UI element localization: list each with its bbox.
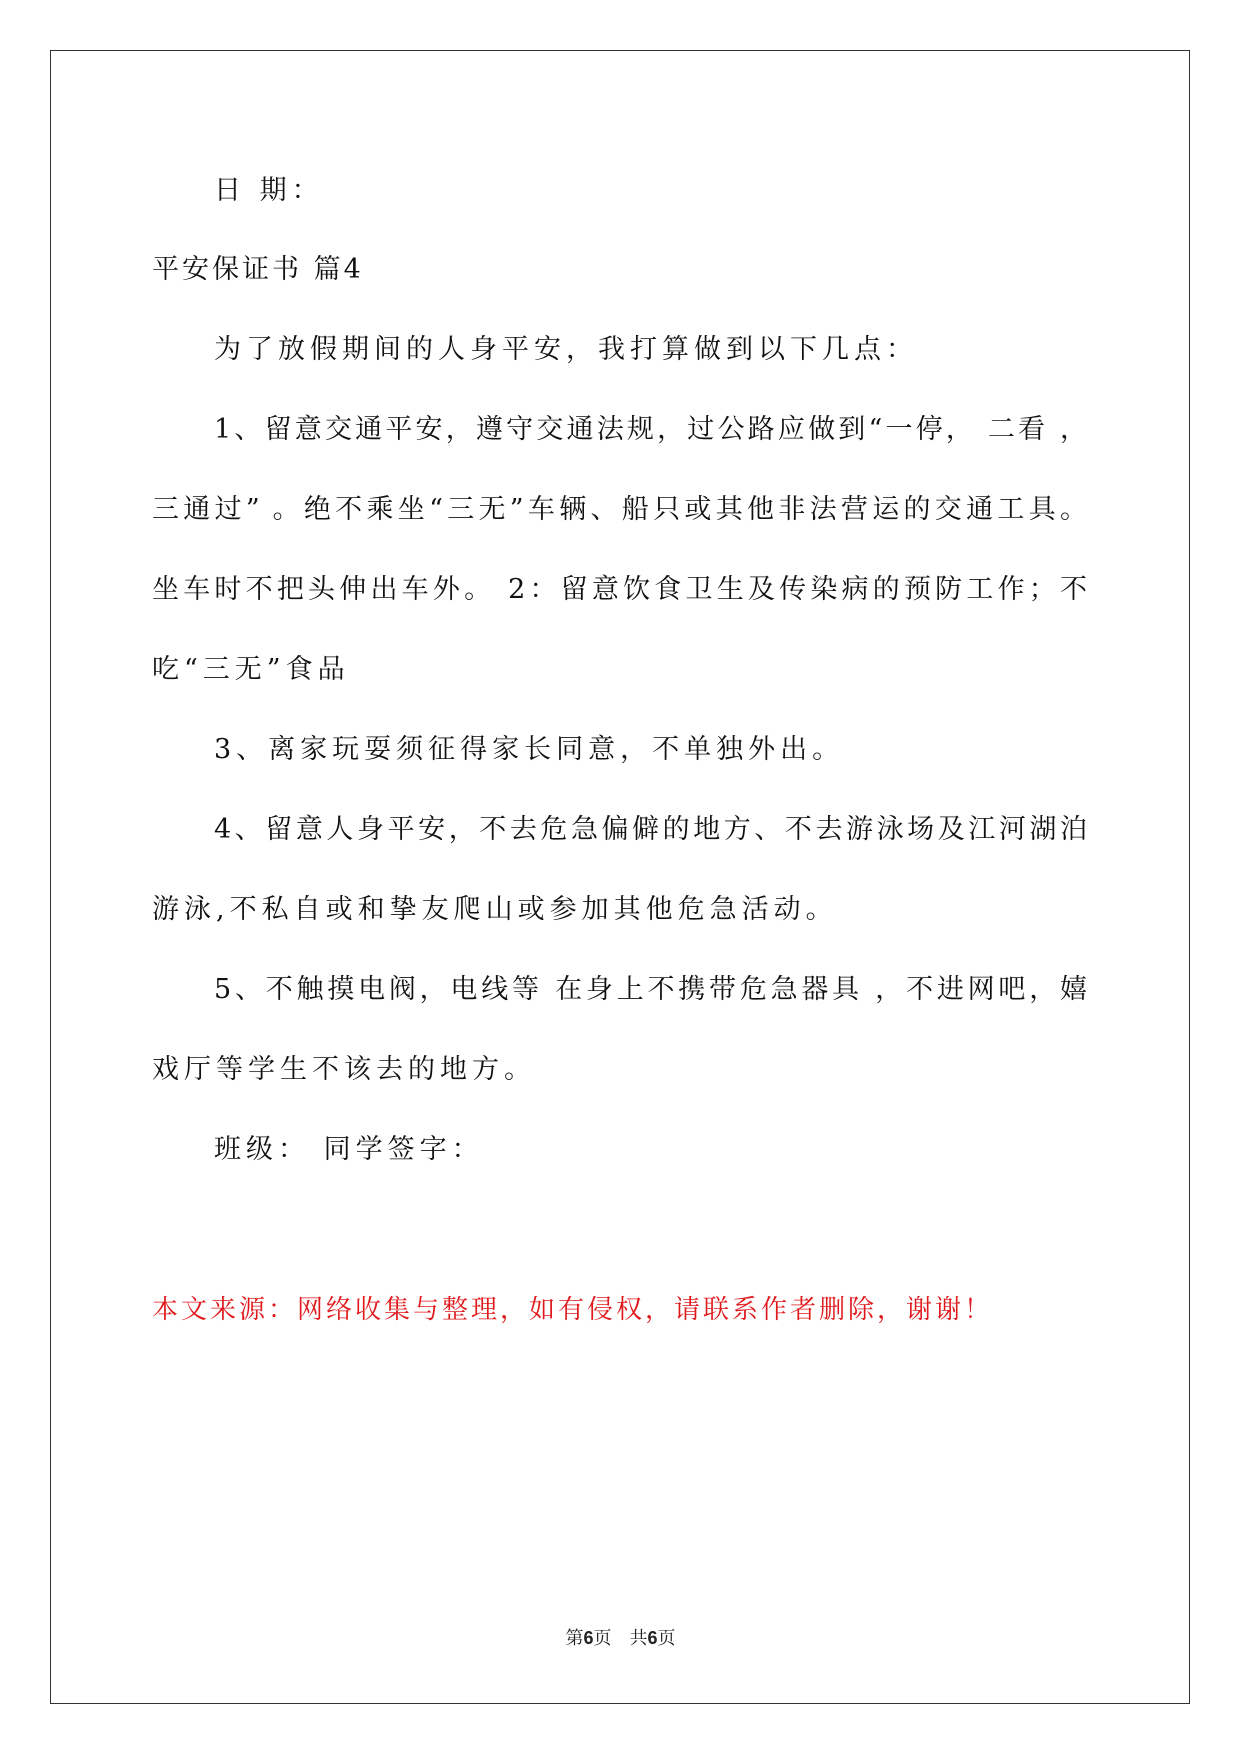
total-prefix: 共	[629, 1628, 648, 1648]
item-1-line-2: 三通过” 。绝不乘坐“三无”车辆、船只或其他非法营运的交通工具。	[152, 494, 1087, 525]
page-current: 6	[583, 1628, 594, 1648]
page-suffix: 页	[593, 1628, 612, 1648]
page-footer	[0, 1627, 1241, 1649]
item-4-line-2: 游泳,不私自或和挚友爬山或参加其他危急活动。	[152, 894, 838, 925]
signature-line: 班级： 同学签字：	[214, 1134, 484, 1165]
item-4-line-1: 4、留意人身平安，不去危急偏僻的地方、不去游泳场及江河湖泊	[214, 814, 1087, 845]
item-5-line-2: 戏厅等学生不该去的地方。	[152, 1054, 536, 1085]
section-title: 平安保证书 篇4	[152, 254, 364, 285]
item-5-line-1: 5、不触摸电阀，电线等 在身上不携带危急器具 ，不进网吧，嬉	[214, 974, 1087, 1005]
item-1-line-3: 坐车时不把头伸出车外。 2：留意饮食卫生及传染病的预防工作；不	[152, 574, 1087, 605]
date-label: 日 期：	[214, 175, 324, 206]
total-suffix: 页	[657, 1628, 676, 1648]
page-total: 6	[647, 1628, 658, 1648]
page-prefix: 第	[565, 1628, 584, 1648]
page-border	[50, 50, 1190, 1704]
intro-paragraph: 为了放假期间的人身平安，我打算做到以下几点：	[214, 334, 918, 365]
item-3: 3、离家玩耍须征得家长同意，不单独外出。	[214, 734, 845, 765]
item-1-line-1: 1、留意交通平安，遵守交通法规，过公路应做到“一停， 二看 ，	[214, 414, 1087, 445]
item-1-line-4: 吃“三无”食品	[152, 654, 350, 685]
source-notice: 本文来源：网络收集与整理，如有侵权，请联系作者删除，谢谢！	[152, 1295, 994, 1325]
